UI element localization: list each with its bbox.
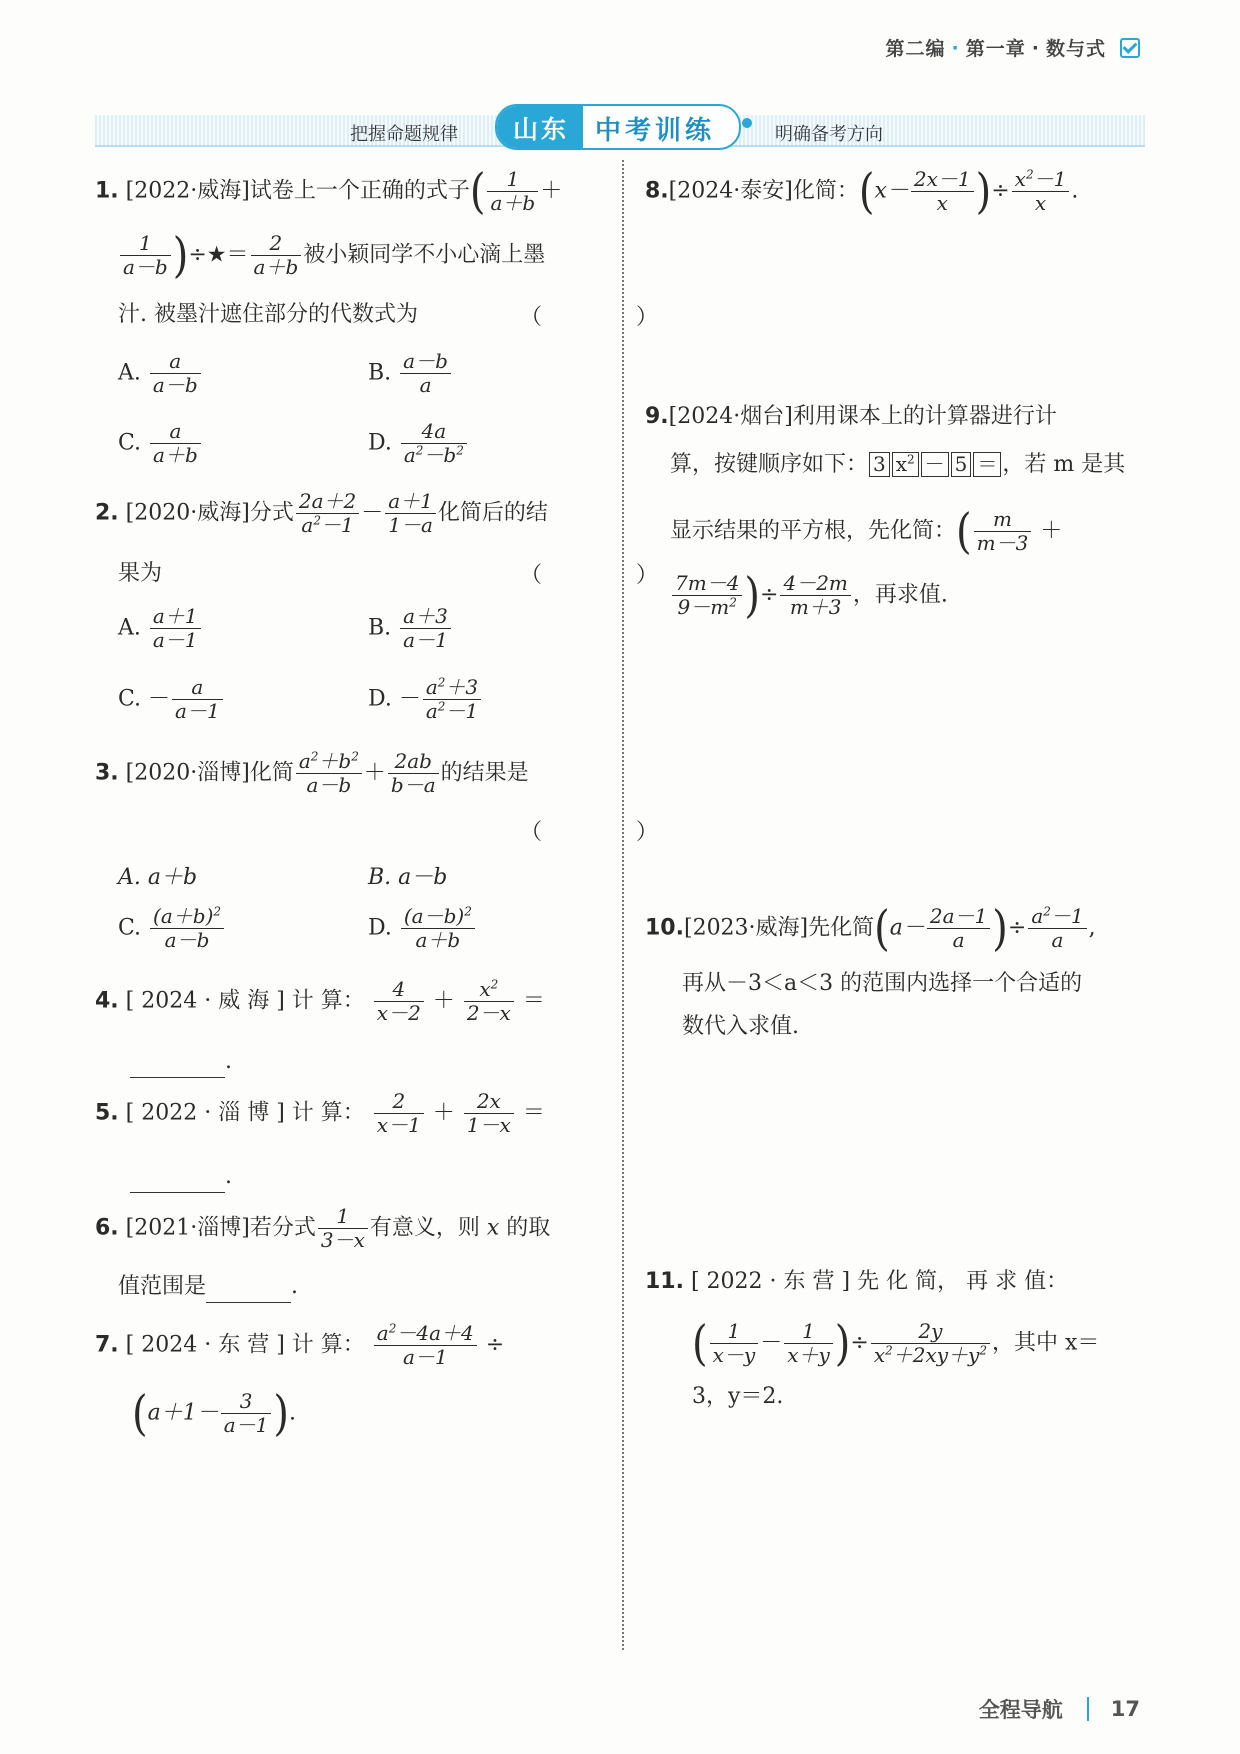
question-source: [2022·威海] bbox=[125, 178, 250, 204]
question-1-line3 bbox=[118, 298, 418, 331]
option-d: D. $\frac{4a}{a^2-b^2}$ bbox=[368, 420, 469, 467]
option-a: A. $\frac{a}{a-b}$ bbox=[118, 350, 203, 397]
option-c: C. $\frac{(a+b)^2}{a-b}$ bbox=[118, 905, 226, 952]
question-4: 4. [ 2024 · 威 海 ] 计 算： $\frac{4}{x-2}$ ＋ $\frac{x^2}{2-x}$ ＝ bbox=[95, 977, 545, 1025]
checkbox-icon bbox=[1120, 38, 1140, 58]
question-text: 被小颖同学不小心滴上墨 bbox=[303, 242, 546, 268]
banner-pill bbox=[495, 104, 741, 150]
question-8: 8.[2024·泰安]化简：(x－ $\frac{2x-1}{x}$ )÷ $\frac{x^2-1}{x}$ . bbox=[645, 163, 1079, 220]
page-number: 17 bbox=[1110, 1697, 1140, 1721]
header-dot-2: · bbox=[1031, 36, 1040, 59]
option-b: B. $\frac{a+3}{a-1}$ bbox=[368, 605, 453, 652]
option-c: C. － $\frac{a}{a-1}$ bbox=[118, 676, 225, 723]
option-b: B. a－b bbox=[368, 865, 448, 890]
option-d: D. $\frac{(a-b)^2}{a+b}$ bbox=[368, 905, 477, 952]
question-9-line3: 显示结果的平方根，先化简：( $\frac{m}{m-3}$ ＋ bbox=[670, 503, 1063, 560]
answer-bracket: （ ） bbox=[520, 820, 695, 845]
question-5: 5. [ 2022 · 淄 博 ] 计 算： $\frac{2}{x-1}$ ＋ $\frac{2x}{1-x}$ ＝ bbox=[95, 1089, 545, 1137]
footer-separator bbox=[1087, 1697, 1089, 1721]
question-2-line2: 果为 bbox=[118, 561, 163, 586]
answer-blank-6[interactable] bbox=[206, 1280, 291, 1303]
page-footer bbox=[979, 1694, 1140, 1724]
answer-bracket: （ ） bbox=[520, 305, 695, 330]
question-10-line2: 再从－3＜a＜3 的范围内选择一个合适的 bbox=[682, 971, 1083, 996]
header-section: 第二编 bbox=[885, 38, 946, 60]
option-d: D. － $\frac{a^2+3}{a^2-1}$ bbox=[368, 676, 483, 723]
header-dot: · bbox=[951, 36, 960, 59]
question-number: 1. bbox=[95, 178, 119, 204]
question-1-line2: $\frac{1}{a-b}$ )÷★＝ $\frac{2}{a+b}$ 被小颖同学不小心滴上墨 bbox=[118, 232, 545, 279]
banner-dot-icon bbox=[742, 118, 752, 128]
question-3: 3. [2020·淄博]化简 $\frac{a^2+b^2}{a-b}$ ＋ $\frac{2ab}{b-a}$ 的结果是 bbox=[95, 749, 529, 797]
question-11: 11. [ 2022 · 东 营 ] 先 化 简， 再 求 值： bbox=[645, 1269, 1069, 1294]
question-9: 9.[2024·烟台]利用课本上的计算器进行计 bbox=[645, 404, 1057, 429]
answer-blank-4[interactable]: . bbox=[130, 1045, 232, 1078]
question-text: 汁. 被墨汁遮住部分的代数式为 bbox=[118, 302, 418, 327]
banner-right-text: 明确备考方向 bbox=[775, 124, 883, 145]
question-6-line2: 值范围是 . bbox=[118, 1270, 298, 1303]
question-text: 试卷上一个正确的式子 bbox=[249, 178, 470, 204]
header-topic: 数与式 bbox=[1045, 38, 1106, 60]
key-3: 3 bbox=[869, 452, 890, 477]
header-chapter: 第一章 bbox=[965, 38, 1026, 60]
question-11-line3: 3，y＝2. bbox=[692, 1384, 784, 1409]
key-minus: － bbox=[921, 452, 949, 477]
question-11-line2: ( $\frac{1}{x-y}$ － $\frac{1}{x+y}$ )÷ $\frac{2y}{x^2+2xy+y^2}$ ，其中 x＝ bbox=[692, 1315, 1100, 1372]
question-10: 10.[2023·威海]先化简(a－ $\frac{2a-1}{a}$ )÷ $\frac{a^2-1}{a}$ , bbox=[645, 900, 1096, 957]
running-header bbox=[886, 34, 1140, 61]
fraction: $\frac{2}{a+b}$ bbox=[251, 232, 302, 279]
option-a: A. a＋b bbox=[118, 865, 198, 890]
footer-book-title: 全程导航 bbox=[978, 1698, 1063, 1722]
question-7-line2: (a＋1－ $\frac{3}{a-1}$ ). bbox=[132, 1385, 296, 1442]
question-7: 7. [ 2024 · 东 营 ] 计 算： $\frac{a^2-4a+4}{a-1}$ ÷ bbox=[95, 1321, 505, 1369]
column-divider bbox=[622, 160, 624, 1650]
key-5: 5 bbox=[951, 452, 972, 477]
answer-bracket: （ ） bbox=[520, 563, 695, 588]
question-2: 2. [2020·威海]分式 $\frac{2a+2}{a^2-1}$ － $\frac{a+1}{1-a}$ 化简后的结 bbox=[95, 489, 548, 537]
option-c: C. $\frac{a}{a+b}$ bbox=[118, 420, 203, 467]
key-x-squared: $x^2$ bbox=[892, 452, 919, 477]
question-9-line2: 算，按键顺序如下： 3 $x^2 - 5$ ＝ ，若 m 是其 bbox=[670, 452, 1126, 477]
key-equals: ＝ bbox=[973, 452, 1001, 477]
question-9-line4: $\frac{7m-4}{9-m^2}$ )÷ $\frac{4-2m}{m+3}$ ，再求值. bbox=[670, 572, 948, 619]
fraction: $\frac{1}{a-b}$ bbox=[120, 232, 171, 279]
banner-pill-region: 山东 bbox=[497, 106, 583, 148]
question-1: 1. [2022·威海]试卷上一个正确的式子( $\frac{1}{a+b}$ ＋ bbox=[95, 163, 563, 220]
question-6: 6. [2021·淄博]若分式 $\frac{1}{3-x}$ 有意义，则 x 的取 bbox=[95, 1204, 551, 1252]
banner-pill-title: 中考训练 bbox=[595, 116, 716, 146]
option-b: B. $\frac{a-b}{a}$ bbox=[368, 350, 453, 397]
banner-left-text: 把握命题规律 bbox=[350, 124, 458, 145]
fraction: $\frac{1}{a+b}$ bbox=[487, 168, 538, 215]
answer-blank-5[interactable]: . bbox=[130, 1160, 232, 1193]
question-10-line3: 数代入求值. bbox=[682, 1014, 799, 1039]
option-a: A. $\frac{a+1}{a-1}$ bbox=[118, 605, 203, 652]
